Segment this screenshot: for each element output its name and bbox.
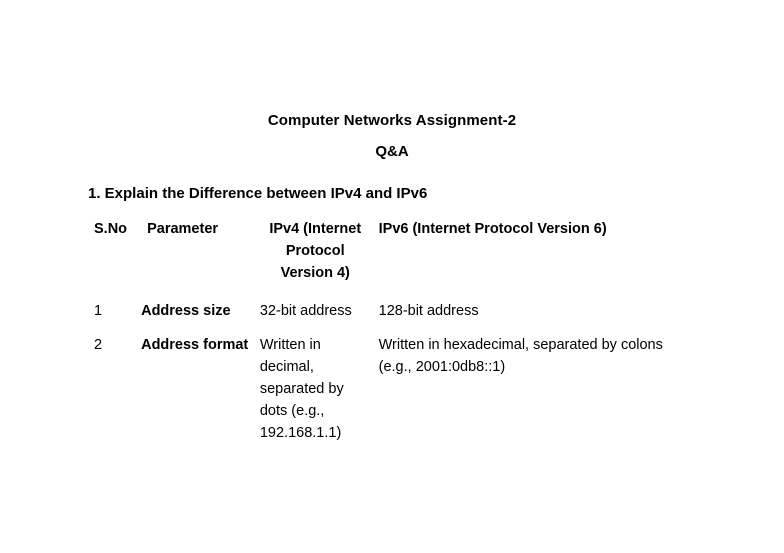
page-subtitle: Q&A	[375, 143, 409, 160]
cell-ipv4: 32-bit address	[259, 303, 352, 320]
ipv4-ipv6-comparison-table	[94, 218, 694, 444]
column-header-ipv6: IPv6 (Internet Protocol Version 6)	[378, 221, 607, 237]
column-header-parameter: Parameter	[147, 221, 219, 237]
cell-ipv4: Written in decimal, separated by dots (e.g., 192.168.1.1)	[259, 337, 344, 442]
cell-sno: 1	[94, 303, 103, 320]
cell-sno: 2	[94, 337, 103, 354]
table-row	[94, 322, 694, 444]
cell-parameter: Address size	[141, 303, 231, 320]
cell-ipv6: Written in hexadecimal, separated by colons (e.g., 2001:0db8::1)	[378, 337, 663, 376]
cell-ipv6: 128-bit address	[378, 303, 479, 320]
page-title: Computer Networks Assignment-2	[267, 112, 517, 129]
question-heading: 1. Explain the Difference between IPv4 and IPv6	[88, 185, 428, 202]
table-body	[94, 288, 694, 444]
table-row	[94, 288, 694, 322]
column-header-ipv4: IPv4 (Internet Protocol Version 4)	[269, 221, 362, 282]
column-header-sno: S.No	[94, 221, 128, 237]
table-header	[94, 218, 694, 288]
document-page	[0, 112, 784, 553]
cell-parameter: Address format	[141, 337, 249, 354]
table-header-row	[94, 218, 694, 288]
